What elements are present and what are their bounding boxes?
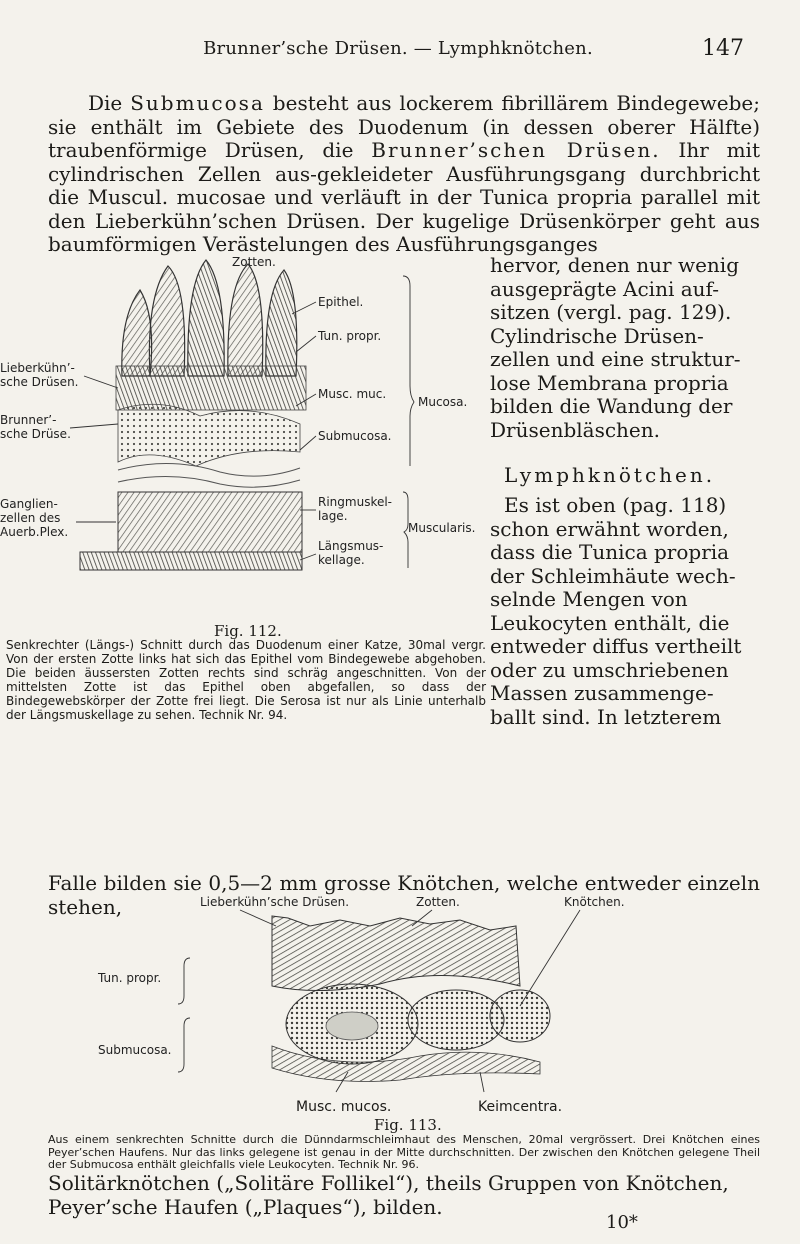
label-zotten: Zotten. bbox=[232, 256, 276, 269]
label-zotten-113: Zotten. bbox=[416, 896, 460, 909]
paragraph-submucosa-continued: hervor, denen nur wenig ausgeprägte Acini auf-sitzen (vergl. pag. 129). Cylindrische Drüsen-zellen und eine struktur-lose Membrana propria bilden die Wandung der Drüsenbläschen. bbox=[490, 253, 741, 442]
figure-112 bbox=[0, 256, 486, 620]
label-laengs-1: Längsmus- bbox=[318, 539, 384, 553]
running-header: Brunner’sche Drüsen. — Lymphknötchen. bbox=[203, 38, 593, 59]
label-brunner-1: Brunner’- bbox=[0, 413, 57, 427]
figure-112-caption: Senkrechter (Längs-) Schnitt durch das Duodenum einer Katze, 30mal vergr. Von der ersten Zotte links hat sich das Epithel vom Bindegewebe abgehoben. Die beiden äussersten Zotten rechts sind schräg angeschnitten. Von der mittelsten Zotte ist das Epithel oben abgefallen, so dass der Bindegewebskörper der Zotte frei liegt. Die Serosa ist nur als Linie unterhalb der Längsmuskellage zu sehen. Technik Nr. 94. bbox=[6, 638, 486, 722]
label-submucosa: Submucosa. bbox=[318, 429, 392, 443]
term-submucosa: Submucosa bbox=[130, 91, 265, 115]
figure-113 bbox=[40, 896, 760, 1096]
label-ganglien-2: zellen des bbox=[0, 511, 61, 525]
label-lieberkuehn-2: sche Drüsen. bbox=[0, 375, 79, 389]
paragraph-solitaer: Solitärknötchen („Solitäre Follikel“), theils Gruppen von Knötchen, Peyer’sche Haufen („Plaques“), bilden. bbox=[48, 1171, 729, 1219]
section-heading-lymphknoetchen: Lymphknötchen. bbox=[504, 463, 716, 487]
label-brunner-2: sche Drüse. bbox=[0, 427, 71, 441]
label-epithel: Epithel. bbox=[318, 295, 364, 309]
label-muscularis: Muscularis. bbox=[408, 521, 476, 535]
label-ganglien-1: Ganglien- bbox=[0, 497, 58, 511]
label-knoetchen: Knötchen. bbox=[564, 896, 625, 909]
label-tun-propr-113: Tun. propr. bbox=[98, 971, 162, 985]
label-mucosa: Mucosa. bbox=[418, 395, 468, 409]
label-musc-mucos: Musc. mucos. bbox=[296, 1099, 392, 1115]
page-number: 147 bbox=[702, 36, 744, 61]
label-ganglien-3: Auerb.Plex. bbox=[0, 525, 69, 539]
paragraph-leukocyten-continued: Falle bilden sie 0,5—2 mm grosse Knötchen, welche entweder einzeln stehen, bbox=[48, 871, 760, 919]
paragraph-submucosa: Die Submucosa besteht aus lockerem fibrillärem Bindegewebe; sie enthält im Gebiete des Duodenum (in dessen oberer Hälfte) traubenförmige Drüsen, die Brunner’schen Drüsen. Ihr mit cylindrischen Zellen aus-gekleideter Ausführungsgang durchbricht die Muscul. mucosae und verläuft in der Tunica propria parallel mit den Lieberkühn’schen Drüsen. Der kugelige Drüsenkörper geht aus baumförmigen Verästelungen des Ausführungsganges bbox=[48, 91, 761, 256]
label-laengs-2: kellage. bbox=[318, 553, 365, 567]
label-submucosa-113: Submucosa. bbox=[98, 1043, 172, 1057]
figure-113-caption: Aus einem senkrechten Schnitte durch die Dünndarmschleimhaut des Menschen, 20mal vergrössert. Drei Knötchen eines Peyer’schen Haufens. Nur das links gelegene ist genau in der Mitte durchschnitten. Der zwischen den Knötchen gelegene Theil der Submucosa enthält gleichfalls viele Leukocyten. Technik Nr. 96. bbox=[48, 1133, 760, 1171]
villi-illustration bbox=[122, 260, 297, 376]
paragraph-leukocyten: Es ist oben (pag. 118) schon erwähnt worden, dass die Tunica propria der Schleimhäute wech-selnde Mengen von Leukocyten enthält, die entweder diffus vertheilt oder zu umschriebenen Massen zusammenge-ballt sind. In letzterem bbox=[490, 493, 742, 729]
term-brunner: Brunner’schen Drüsen. bbox=[371, 138, 661, 162]
label-musc-muc: Musc. muc. bbox=[318, 387, 387, 401]
label-lieberkuehn: Lieberkühn’sche Drüsen. bbox=[200, 896, 350, 909]
label-tun-propr: Tun. propr. bbox=[318, 329, 382, 343]
label-lieberkuehn-1: Lieberkühn’- bbox=[0, 361, 75, 375]
label-ringmuskel-2: lage. bbox=[318, 509, 348, 523]
signature-mark: 10* bbox=[606, 1212, 638, 1233]
intestinal-mucosa-illustration bbox=[272, 916, 550, 1082]
label-ringmuskel-1: Ringmuskel- bbox=[318, 495, 393, 509]
figure-113-title: Fig. 113. bbox=[374, 1116, 442, 1134]
label-keimcentra: Keimcentra. bbox=[478, 1099, 563, 1115]
figure-112-title: Fig. 112. bbox=[214, 622, 282, 640]
